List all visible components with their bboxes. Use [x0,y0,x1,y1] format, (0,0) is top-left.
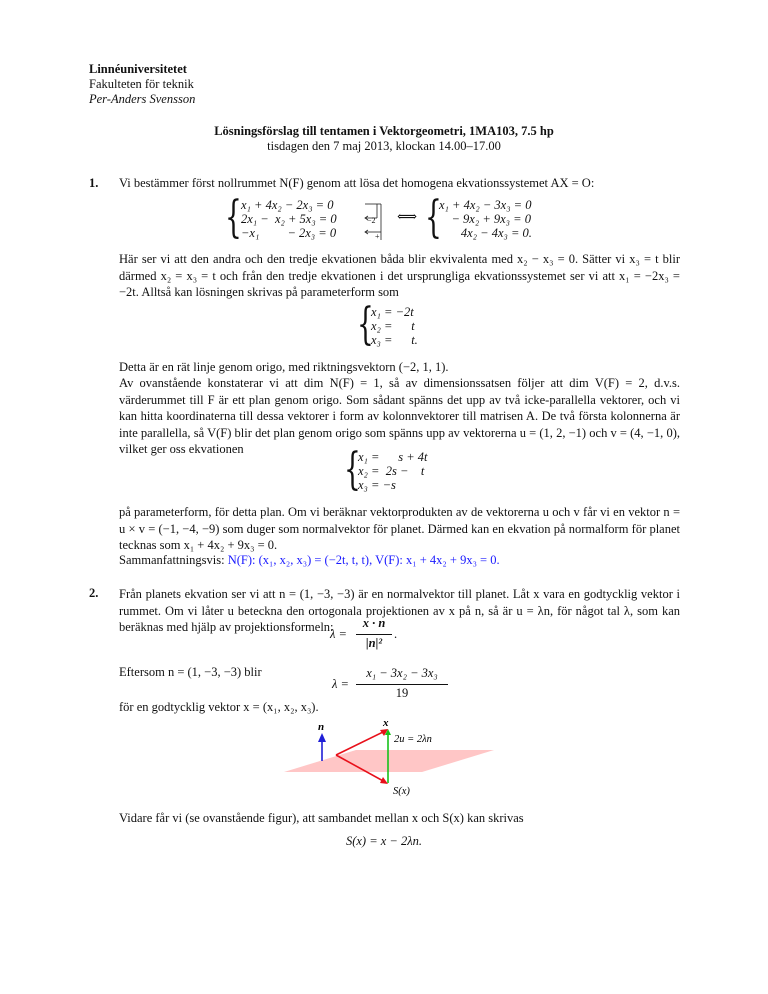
param-row: x₂ = t [371,319,415,333]
left-brace: { [225,192,242,243]
system-right-row: x₁ + 4x₂ − 3x₃ = 0 [439,198,532,212]
author-name: Per-Anders Svensson [89,92,196,106]
problem-1-number: 1. [89,176,99,190]
lambda-denominator: 19 [395,686,409,700]
system-left [241,198,337,240]
problem-2-paragraph-4: Vidare får vi (se ovanstående figur), att sambandet mellan x och S(x) kan skrivas [119,811,524,825]
system-right-row: − 9x₂ + 9x₃ = 0 [439,212,531,226]
lambda-numerator: x₁ − 3x₂ − 3x₃ [366,666,438,680]
problem-1-intro: Vi bestämmer först nollrummet N(F) genom att lösa det homogena ekvationssystemet AX = O: [119,176,595,190]
plane-row: x₃ = −s [358,478,396,492]
param-row: x₃ = t. [371,333,418,347]
summary-value: N(F): (x₁, x₂, x₃) = (−2t, t, t), V(F): x₁ + 4x₂ + 9x₃ = 0. [227,553,500,567]
problem-1-paragraph-4: på parameterform, för detta plan. Om vi beräknar vektorprodukten av de vektorerna u och v får vi en vektor n = u × v = (−1, −4, −9) som duger som normalvektor för planet. Därmed kan en ekvation på normalform för planet tecknas som x₁ + 4x₂ + 9x₃ = 0. [119,505,680,552]
problem-1-paragraph-1: Här ser vi att den andra och den tredje ekvationen båda blir ekvivalenta med x₂ − x₃ = 0. Sätter vi x₃ = t blir därmed x₂ = x₃ = t och från den tredje ekvationen i det ursprungliga ekvationssystemet ser vi att x₁ = −2x₃ = −2t. Alltså kan lösningen skrivas på parameterform som [119,252,680,299]
system-left-row: 2x₁ − x₂ + 5x₃ = 0 [241,212,337,226]
system-left-row: −x₁ − 2x₃ = 0 [241,226,337,240]
reflection-figure [276,716,506,800]
page-subtitle: tisdagen den 7 maj 2013, klockan 14.00–17.00 [267,139,501,153]
plane-parametric [344,444,484,496]
equivalence-sign: ⟺ [397,210,418,225]
faculty-name: Fakulteten för teknik [89,77,194,91]
brace: { [357,299,374,350]
null-space-parametric [357,299,477,351]
row-op-label: + [375,232,380,241]
label-Sx: S(x) [393,786,410,797]
plane-row: x₁ = s + 4t [358,450,428,464]
page-title: Lösningsförslag till tentamen i Vektorgeometri, 1MA103, 7.5 hp [214,124,554,138]
label-2u: 2u = 2λn [394,734,432,745]
right-brace: { [425,192,442,243]
system-right [439,198,532,240]
lambda-denominator: |n|² [365,636,383,650]
system-left-row: x₁ + 4x₂ − 2x₃ = 0 [241,198,334,212]
label-x: x [383,717,389,729]
label-n: n [318,721,325,733]
final-equation: S(x) = x − 2λn. [345,834,423,848]
plane-row: x₂ = 2s − t [358,464,425,478]
problem-1-summary [119,553,680,568]
summary-label: Sammanfattningsvis: [119,553,225,567]
equation-system-reduction [225,192,555,244]
param-row: x₁ = −2t [371,305,414,319]
problem-1-paragraph-3: Av ovanstående konstaterar vi att dim N(F) = 1, så av dimensionssatsen följer att dim V(F) = 2, d.v.s. värderummet till F är ett plan genom origo. Som sådant spänns det upp av två icke-parallella vektorer, och vi kan hitta koordinaterna till dessa vektorer i form av kolonnvektorer till matrisen A. De två första kolonnerna är inte parallella, så V(F) blir det plan genom origo som spänns upp av vektorerna u = (1, 2, −1) och v = (4, −1, 0), vilket ger oss ekvationen [119,376,680,456]
brace: { [344,444,361,495]
lambda-lhs: λ = [332,677,349,691]
lambda-period: . [394,627,398,641]
system-right-row: 4x₂ − 4x₃ = 0. [439,226,532,240]
problem-2-paragraph-1: Från planets ekvation ser vi att n = (1, −3, −3) är en normalvektor till planet. Låt x vara en godtycklig vektor i rummet. Om vi låter u beteckna den ortogonala projektionen av x på n, så är u = λn, för något tal λ, som kan beräknas med hjälp av projektionsformeln: [119,587,680,634]
problem-1-paragraph-2: Detta är en rät linje genom origo, med riktningsvektorn (−2, 1, 1). [119,360,449,374]
plane-shape [284,750,494,772]
row-op-label: −2 [367,216,376,225]
problem-2-paragraph-3: för en godtycklig vektor x = (x₁, x₂, x₃). [119,700,319,714]
fraction-bar [356,634,392,635]
lambda-lhs: λ = [330,627,347,641]
problem-2-number: 2. [89,586,99,600]
university-name: Linnéuniversitetet [89,62,187,76]
problem-2-paragraph-2: Eftersom n = (1, −3, −3) blir [119,665,262,679]
lambda-numerator: x · n [362,616,386,630]
fraction-bar [356,684,448,685]
normal-vector-arrowhead [318,733,326,742]
lambda-formula [332,666,452,702]
projection-formula [330,616,450,652]
